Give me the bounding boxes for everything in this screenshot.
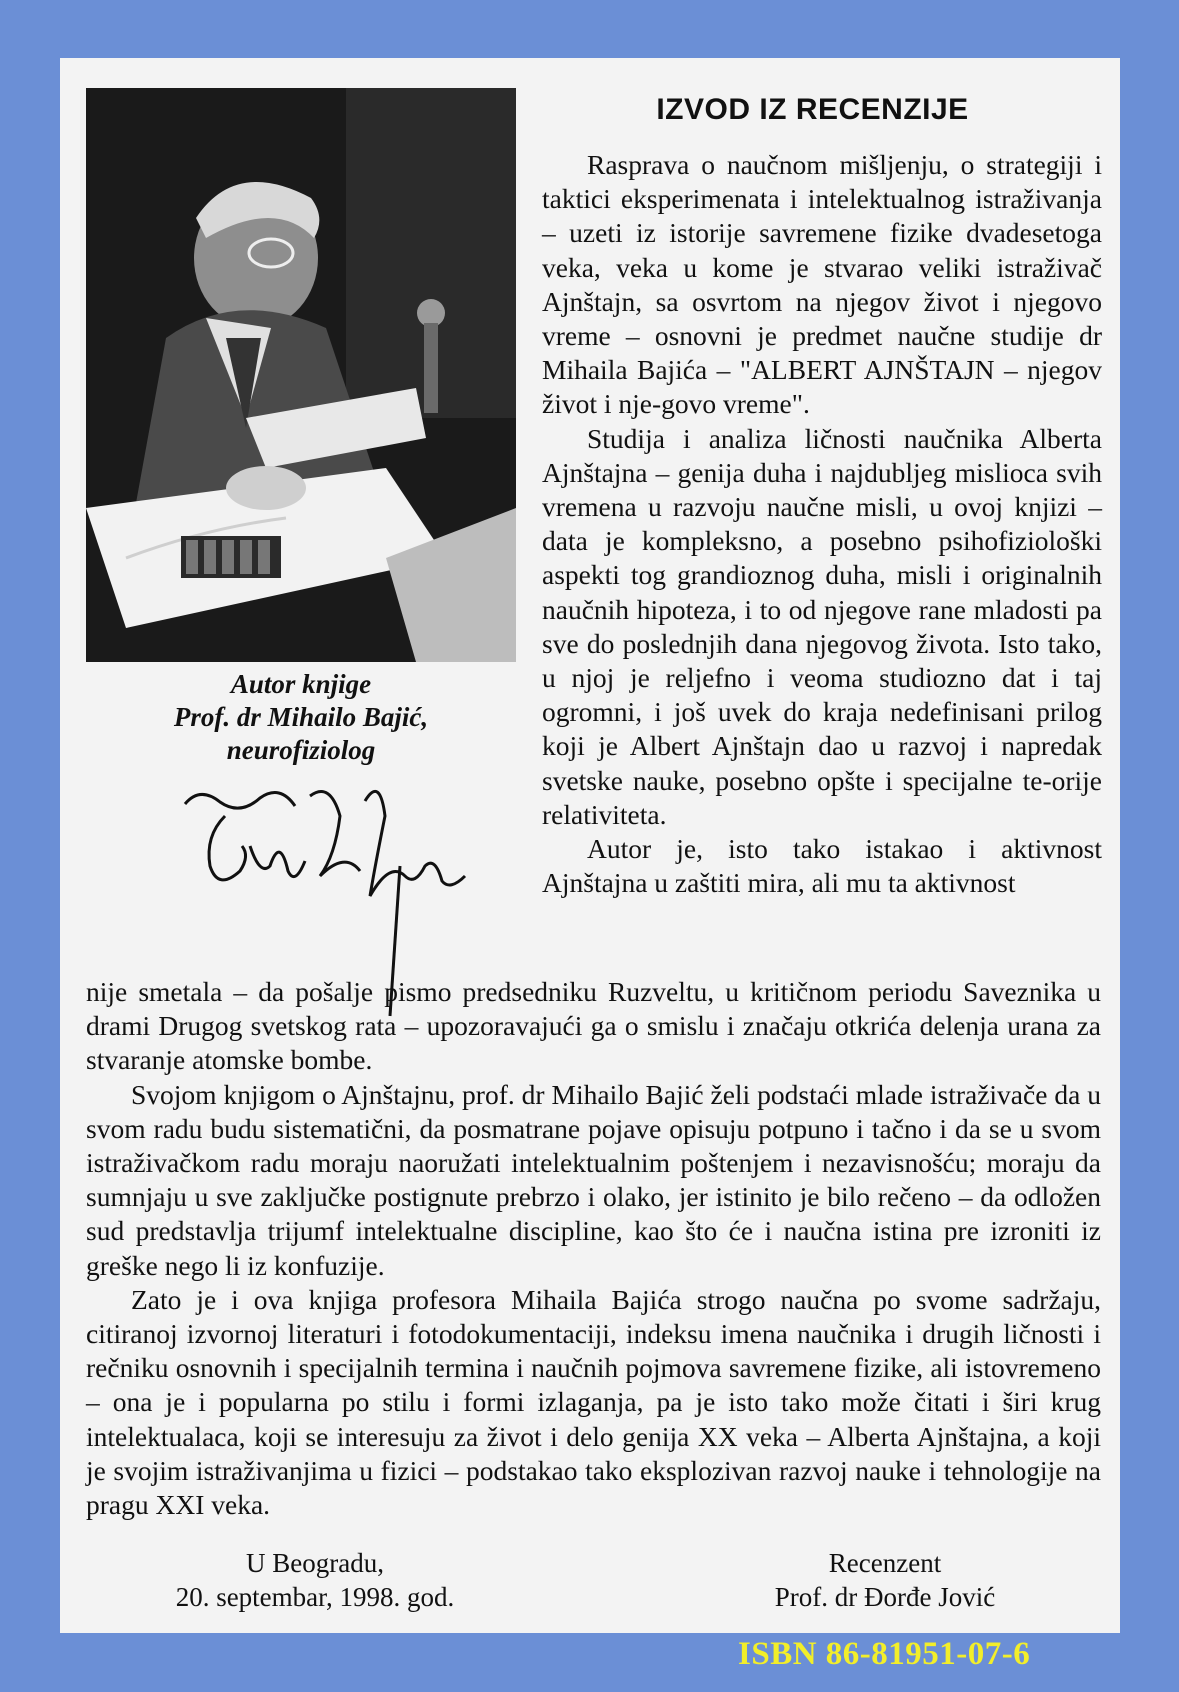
- reviewer: [720, 1546, 1050, 1614]
- author-photo: [86, 88, 516, 662]
- author-photo-illustration: [86, 88, 516, 662]
- review-full-width: [86, 975, 1101, 1522]
- reviewer-role: Recenzent: [828, 1548, 942, 1578]
- paragraph-4: Svojom knjigom o Ajnštajnu, prof. dr Mihailo Bajić želi podstaći mlade istraživače da u svom radu budu sistematični, da posmatrane pojave opisuju potpuno i tačno i da se u svom istraživačkom radu moraju naoružati intelektualnim poštenjem i nezavisnošću; moraju da sumnjaju u sve zaključke postignute prebrzo i olako, jer istinito je bilo rečeno – da odložen sud predstavlja trijumf intelektualne discipline, kao što će i naučna istina pre izroniti iz greške nego li iz konfuzije.: [86, 1078, 1101, 1281]
- caption-line-2: Prof. dr Mihailo Bajić,: [173, 702, 429, 732]
- paragraph-5: Zato je i ova knjiga profesora Mihaila Bajića strogo naučna po svome sadržaju, citiranoj izvornoj literaturi i fotodokumentaciji, indeksu imena naučnika i drugih ličnosti i rečniku osnovnih i specijalnih termina i naučnih pojmova savremene fizike, ali istovremeno – ona je i popularna po stilu i formi izlaganja, pa je isto tako može čitati i širi krug intelektualaca, koji se interesuju za život i delo genija XX veka – Alberta Ajnštajna, a koji je svojim istraživanjima u fizici – podstakao tako eksplozivan razvoj nauke i tehnologije na pragu XXI veka.: [86, 1283, 1101, 1521]
- reviewer-name: Prof. dr Đorđe Jović: [774, 1582, 996, 1612]
- caption-line-3: neurofiziolog: [226, 735, 376, 765]
- paragraph-3-continued: nije smetala – da pošalje pismo predsedniku Ruzveltu, u kritičnom periodu Saveznika u drami Drugog svetskog rata – upozoravajući ga o smislu i značaju otkrića delenja urana za stvaranje atomske bombe.: [86, 976, 1101, 1076]
- isbn-label: ISBN 86-81951-07-6: [738, 1636, 1031, 1672]
- paragraph-1: Rasprava o naučnom mišljenju, o strategiji i taktici eksperimenata i intelektualnog istraživanja – uzeti iz istorije savremene fizike dvadesetoga veka, veka u kome je stvarao veliki istraživač Ajnštajn, sa osvrtom na njegov život i njegovo vreme – osnovni je predmet naučne studije dr Mihaila Bajića – "ALBERT AJNŠTAJN – njegov život i nje-govo vreme".: [542, 149, 1102, 420]
- place-date: [150, 1546, 480, 1614]
- date: 20. septembar, 1998. god.: [175, 1582, 455, 1612]
- caption-line-1: Autor knjige: [230, 669, 372, 699]
- review-column: [542, 148, 1102, 900]
- book-page: [60, 58, 1120, 1633]
- paragraph-2: Studija i analiza ličnosti naučnika Alberta Ajnštajna – genija duha i najdubljeg mislioca svih vremena u razvoju naučne misli, u ovoj knjizi – data je kompleksno, a posebno psihofiziološki aspekti tog grandioznog duha, misli i originalnih naučnih hipoteza, i to od njegove rane mladosti pa sve do poslednjih dana njegovog života. Isto tako, u njoj je reljefno i veoma studiozno dat i taj ogromni, i još uvek do kraja nedefinisani prilog koji je Albert Ajnštajn dao u razvoj i napredak svetske nauke, posebno opšte i specijalne te-orije relativiteta.: [542, 422, 1102, 830]
- page-title: IZVOD IZ RECENZIJE: [656, 93, 969, 126]
- photo-caption: [86, 668, 516, 767]
- paragraph-3-start: Autor je, isto tako istakao i aktivnost Ajnštajna u zaštiti mira, ali mu ta aktivnost: [542, 833, 1102, 899]
- place: U Beogradu,: [246, 1548, 384, 1578]
